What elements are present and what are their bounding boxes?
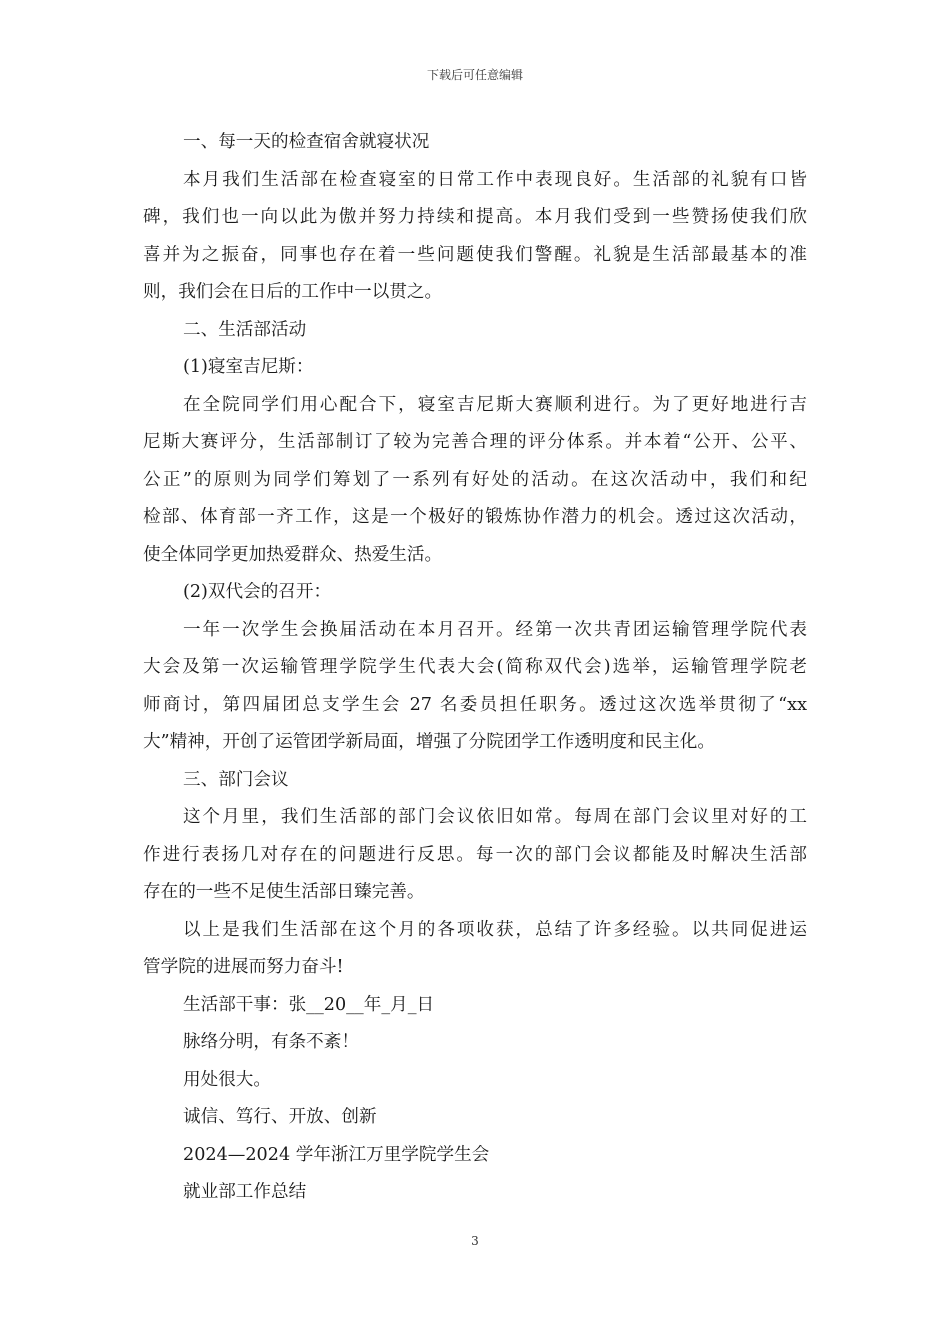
subheading-dual-congress: (2)双代会的召开： bbox=[183, 582, 332, 602]
paragraph-line: 使全体同学更加热爱群众、热爱生活。 bbox=[143, 544, 443, 565]
paragraph-line: 这个月里，我们生活部的部门会议依旧如常。每周在部门会议里对好的工 bbox=[183, 807, 807, 827]
paragraph-line: 喜并为之振奋，同事也存在着一些问题使我们警醒。礼貌是生活部最基本的准 bbox=[143, 244, 807, 265]
motto-line: 诚信、笃行、开放、创新 bbox=[183, 1107, 377, 1127]
next-document-heading: 2024—2024 学年浙江万里学院学生会 bbox=[183, 1144, 490, 1165]
section-heading-dorm-inspection: 一、每一天的检查宿舍就寝状况 bbox=[183, 132, 430, 152]
paragraph-line: 尼斯大赛评分，生活部制订了较为完善合理的评分体系。并本着“公开、公平、 bbox=[143, 432, 807, 452]
paragraph-line: 则，我们会在日后的工作中一以贯之。 bbox=[143, 282, 443, 302]
document-body bbox=[143, 124, 807, 1212]
paragraph-line: 一年一次学生会换届活动在本月召开。经第一次共青团运输管理学院代表 bbox=[183, 619, 807, 640]
paragraph-line: 碑，我们也一向以此为傲并努力持续和提高。本月我们受到一些赞扬使我们欣 bbox=[143, 207, 807, 227]
page-header: 下载后可任意编辑 bbox=[426, 68, 523, 82]
comment-line: 脉络分明，有条不紊！ bbox=[183, 1032, 359, 1052]
signature-line: 生活部干事：张__20__年_月_日 bbox=[183, 994, 435, 1015]
paragraph-line: 存在的一些不足使生活部日臻完善。 bbox=[143, 882, 425, 902]
paragraph-line: 检部、体育部一齐工作，这是一个极好的锻炼协作潜力的机会。透过这次活动， bbox=[143, 507, 807, 527]
page-number: 3 bbox=[471, 1234, 479, 1248]
paragraph-line: 大会及第一次运输管理学院学生代表大会(简称双代会)选举，运输管理学院老 bbox=[143, 657, 807, 677]
section-heading-activities: 二、生活部活动 bbox=[183, 319, 307, 340]
next-document-title: 就业部工作总结 bbox=[183, 1182, 307, 1202]
paragraph-line: 以上是我们生活部在这个月的各项收获，总结了许多经验。以共同促进运 bbox=[183, 919, 807, 940]
paragraph-line: 公正”的原则为同学们筹划了一系列有好处的活动。在这次活动中，我们和纪 bbox=[143, 469, 807, 490]
paragraph-line: 在全院同学们用心配合下，寝室吉尼斯大赛顺利进行。为了更好地进行吉 bbox=[183, 394, 807, 415]
comment-line: 用处很大。 bbox=[183, 1069, 271, 1090]
paragraph-line: 管学院的进展而努力奋斗! bbox=[143, 957, 344, 977]
paragraph-line: 作进行表扬几对存在的问题进行反思。每一次的部门会议都能及时解决生活部 bbox=[143, 844, 807, 865]
paragraph-line: 师商讨，第四届团总支学生会 27 名委员担任职务。透过这次选举贯彻了“xx bbox=[143, 694, 807, 715]
subheading-dorm-guinness: (1)寝室吉尼斯： bbox=[183, 357, 314, 377]
paragraph-line: 大”精神，开创了运管团学新局面，增强了分院团学工作透明度和民主化。 bbox=[143, 732, 715, 752]
paragraph-line: 本月我们生活部在检查寝室的日常工作中表现良好。生活部的礼貌有口皆 bbox=[183, 169, 807, 190]
section-heading-meetings: 三、部门会议 bbox=[183, 769, 289, 790]
